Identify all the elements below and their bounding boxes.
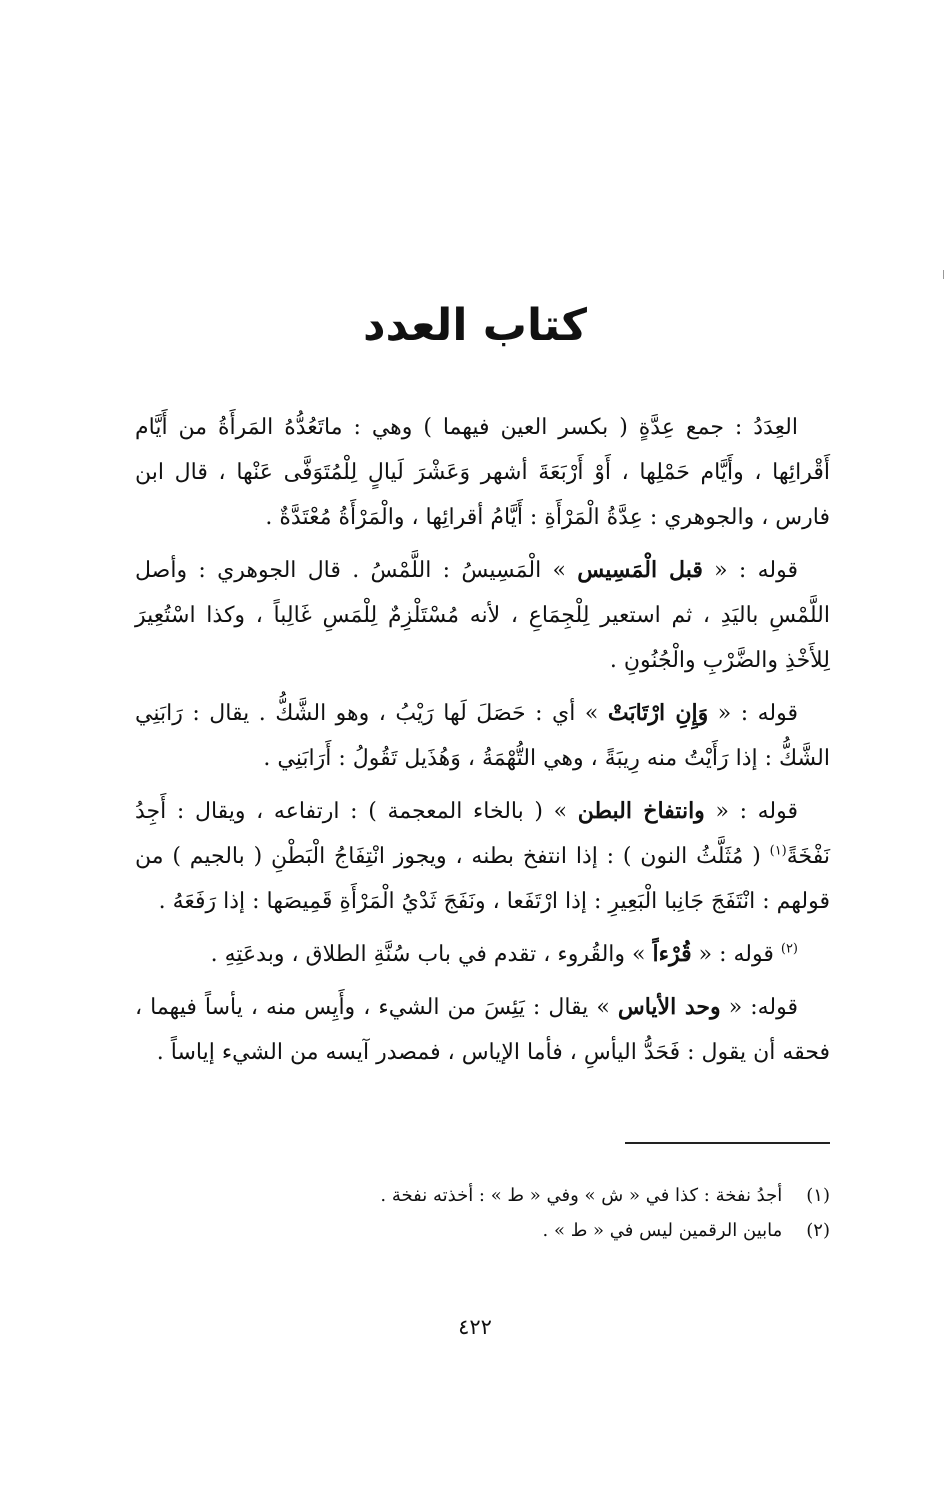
paragraph-lead: قوله : « [698,942,774,967]
footnote-text: مابين الرقمين ليس في « ط » . [542,1220,783,1241]
footnote-text: أجدُ نفخة : كذا في « ش » وفي « ط » : أخذته نفخة . [380,1185,783,1206]
lemma-heading: قُرْءاً [652,941,692,967]
lemma-heading: وانتفاخ البطن [577,798,705,824]
paragraph-masis [135,548,830,683]
footnote-number: (١) [806,1185,830,1206]
footnote-ref-2: (٢) [780,941,798,957]
paragraph-text: » ( بالخاء المعجمة ) : ارتفاعه ، ويقال : أَجِدُ نَفْخَةً [135,799,830,869]
paragraph-text: العِدَدُ : جمع عِدَّةٍ ( بكسر العين فيهما ) وهي : ماتَعُدُّهُ المَرأَةُ من أَيَّام أَقْرائِها ، وأَيَّام حَمْلِها ، أَوْ أَرْبَعَةَ أشهر وَعَشْرَ لَيالٍ لِلْمُتَوَفَّى عَنْها ، قال ابن فارس ، والجوهري : عِدَّةُ الْمَرْأَةِ : أَيَّامُ أقرائِها ، والْمَرْأَةُ مُعْتَدَّةٌ . [135,415,830,530]
footnotes [135,1178,830,1248]
paragraph-intifakh [135,789,830,924]
footnote-item [135,1213,830,1248]
paragraph-lead: قوله: « [728,995,798,1020]
paragraph-text: » يقال : يَئِسَ من الشيء ، وأَيِس منه ، يأساً فيهما ، فحقه أن يقول : فَحَدُّ اليأسِ ، فأما الإياس ، فمصدر آيسه من الشيء إياساً . [135,995,830,1065]
paragraph-text: » الْمَسِيسُ : اللَّمْسُ . قال الجوهري : وأصل اللَّمْسِ باليَدِ ، ثم استعير لِلْجِمَاعِ ، لأنه مُسْتَلْزِمٌ لِلْمَسِ غَالِباً ، وكذا اسْتُعِيرَ لِلأَخْذِ والضَّرْبِ والْجُنُونِ . [135,558,830,673]
lemma-heading: قبل الْمَسِيس [577,557,703,583]
footnote-divider [625,1142,830,1144]
paragraph-text: » والقُروء ، تقدم في باب سُنَّةِ الطلاق ، وبدعَتِهِ . [210,942,646,967]
footnote-ref-1: (١) [769,843,787,859]
paragraph-text: » أي : حَصَلَ لَها رَيْبُ ، وهو الشَّكُّ . يقال : رَابَنِي الشَّكُّ : إذا رَأَيْتُ منه رِيبَةً ، وهي التُّهْمَةُ ، وَهُذَيل تَقُولُ : أَرَابَنِي . [135,701,830,771]
lemma-heading: وحد الأياس [617,994,721,1020]
body-text [135,405,830,1083]
paragraph-qur [135,932,830,977]
chapter-title: كتاب العدد [362,300,588,351]
page-number: ٤٢٢ [458,1315,492,1339]
margin-tick [943,270,944,279]
footnote-item [135,1178,830,1213]
footnote-number: (٢) [806,1220,830,1241]
lemma-heading: وَإِنِ ارْتَابَتْ [607,700,709,726]
paragraph-ayas [135,985,830,1075]
paragraph-lead: قوله : « [715,799,799,824]
paragraph-lead: قوله : « [714,558,798,583]
paragraph-definition [135,405,830,540]
paragraph-text-continued: ( مُثَلَّثُ النون ) : إذا انتفخ بطنه ، ويجوز انْتِفَاجُ الْبَطْنِ ( بالجيم ) من قولهم : انْتَفَجَ جَانِبا الْبَعِيرِ : إذا ارْتَفَعا ، ونَفَجَ ثَدْيُ الْمَرْأَةِ قَمِيصَها : إذا رَفَعَهُ . [135,844,830,914]
paragraph-irtabat [135,691,830,781]
paragraph-lead: قوله : « [717,701,798,726]
